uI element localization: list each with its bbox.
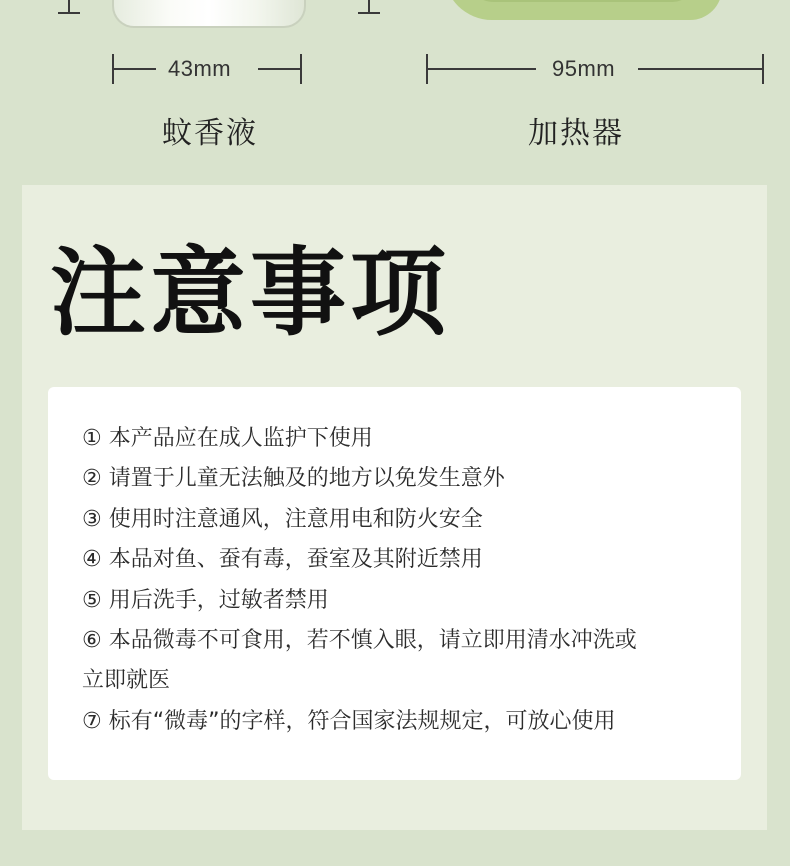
notice-item-1: ① 本产品应在成人监护下使用	[82, 426, 373, 451]
notice-item-5: ⑤ 用后洗手，过敏者禁用	[82, 587, 329, 613]
notice-item-7: ⑦ 标有“微毒”的字样，符合国家法规规定，可放心使用	[82, 708, 616, 734]
notice-list	[82, 419, 722, 742]
heater-caption: 加热器	[528, 116, 624, 151]
heater-height-marker	[358, 0, 380, 14]
heater-width-label: 95mm	[552, 56, 616, 81]
notice-item-2: ② 请置于儿童无法触及的地方以免发生意外	[82, 466, 505, 492]
heater-device-image	[444, 0, 722, 20]
notice-card	[48, 387, 741, 780]
notice-item-3: ③ 使用时注意通风，注意用电和防火安全	[82, 506, 483, 532]
heater-width-dimension	[426, 54, 766, 84]
mosquito-liquid-bottle-image	[112, 0, 306, 28]
notice-item-6: ⑥ 本品微毒不可食用，若不慎入眼，请立即用清水冲洗或	[82, 628, 637, 654]
notice-item-6-continued: 立即就医	[82, 668, 171, 694]
jar-caption: 蚊香液	[162, 116, 258, 151]
notice-title: 注意事项	[50, 237, 450, 349]
jar-width-label: 43mm	[168, 56, 232, 81]
product-dimension-strip	[0, 0, 790, 185]
notice-panel	[22, 185, 767, 830]
heater-shade	[464, 0, 694, 2]
jar-height-marker	[58, 0, 80, 14]
jar-width-dimension	[112, 54, 302, 84]
notice-item-4: ④ 本品对鱼、蚕有毒，蚕室及其附近禁用	[82, 547, 483, 573]
